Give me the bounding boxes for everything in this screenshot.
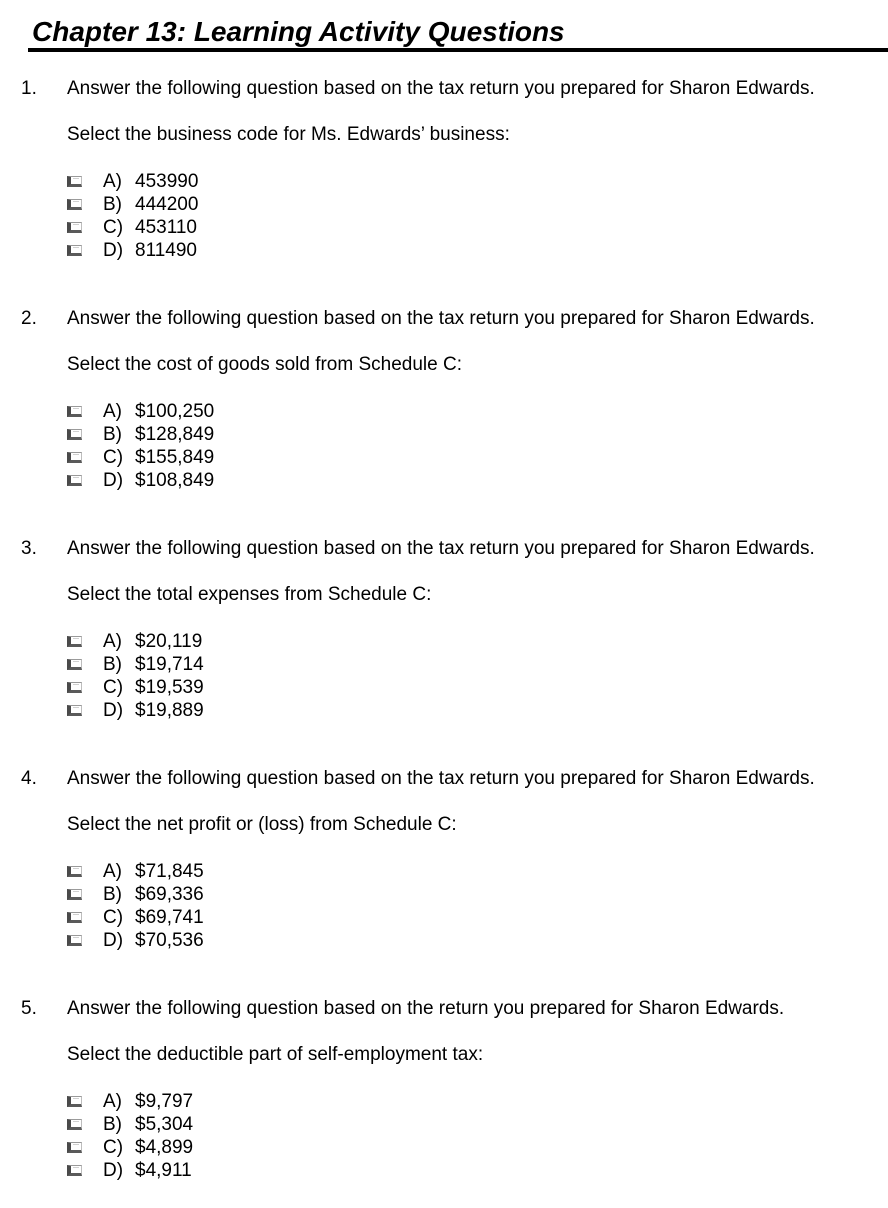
checkbox[interactable] — [67, 682, 82, 693]
page-title: Chapter 13: Learning Activity Questions — [32, 16, 565, 47]
choice-value: $4,911 — [135, 1160, 192, 1181]
checkbox[interactable] — [67, 429, 82, 440]
question-intro: Answer the following question based on the tax return you prepared for Sharon Edwards. — [67, 768, 815, 789]
checkbox[interactable] — [67, 935, 82, 946]
question-intro: Answer the following question based on the tax return you prepared for Sharon Edwards. — [67, 78, 815, 99]
choice-value: $155,849 — [135, 447, 215, 468]
choice-value: $5,304 — [135, 1114, 194, 1135]
choice-letter: A) — [103, 631, 122, 652]
question-intro: Answer the following question based on the return you prepared for Sharon Edwards. — [67, 998, 785, 1019]
choice-value: $70,536 — [135, 930, 204, 951]
page-header — [0, 0, 888, 54]
question-intro: Answer the following question based on the tax return you prepared for Sharon Edwards. — [67, 538, 815, 559]
choice-value: $9,797 — [135, 1091, 194, 1112]
question-3 — [0, 538, 888, 748]
checkbox[interactable] — [67, 1142, 82, 1153]
choice-letter: B) — [103, 884, 122, 905]
choice-letter: D) — [103, 700, 124, 721]
checkbox[interactable] — [67, 475, 82, 486]
choice-value: $100,250 — [135, 401, 215, 422]
checkbox[interactable] — [67, 1119, 82, 1130]
choice-letter: D) — [103, 470, 124, 491]
choice-letter: A) — [103, 171, 122, 192]
question-prompt: Select the net profit or (loss) from Schedule C: — [67, 814, 457, 835]
choice-value: $19,889 — [135, 700, 204, 721]
checkbox[interactable] — [67, 222, 82, 233]
question-prompt: Select the deductible part of self-employment tax: — [67, 1044, 484, 1065]
question-prompt: Select the total expenses from Schedule C: — [67, 584, 432, 605]
checkbox[interactable] — [67, 636, 82, 647]
choice-value: $128,849 — [135, 424, 215, 445]
checkbox[interactable] — [67, 176, 82, 187]
checkbox[interactable] — [67, 889, 82, 900]
choice-value: $71,845 — [135, 861, 204, 882]
checkbox[interactable] — [67, 866, 82, 877]
question-number: 1. — [21, 78, 37, 99]
question-intro: Answer the following question based on the tax return you prepared for Sharon Edwards. — [67, 308, 815, 329]
choice-letter: D) — [103, 1160, 124, 1181]
choice-letter: A) — [103, 1091, 122, 1112]
checkbox[interactable] — [67, 1165, 82, 1176]
checkbox[interactable] — [67, 199, 82, 210]
question-prompt: Select the business code for Ms. Edwards’ business: — [67, 124, 510, 145]
checkbox[interactable] — [67, 659, 82, 670]
checkbox[interactable] — [67, 406, 82, 417]
choice-letter: C) — [103, 217, 124, 238]
choice-value: $19,714 — [135, 654, 204, 675]
choice-letter: B) — [103, 654, 122, 675]
choice-value: 444200 — [135, 194, 199, 215]
choice-value: $69,741 — [135, 907, 204, 928]
choice-value: $20,119 — [135, 631, 203, 652]
choice-letter: A) — [103, 861, 122, 882]
choice-letter: A) — [103, 401, 122, 422]
checkbox[interactable] — [67, 245, 82, 256]
question-4 — [0, 768, 888, 978]
choice-letter: D) — [103, 930, 124, 951]
choice-letter: C) — [103, 447, 124, 468]
checkbox[interactable] — [67, 1096, 82, 1107]
choice-value: 811490 — [135, 240, 197, 261]
choice-value: $108,849 — [135, 470, 215, 491]
choice-letter: C) — [103, 1137, 124, 1158]
title-underline — [28, 48, 888, 52]
choice-value: $19,539 — [135, 677, 204, 698]
choice-letter: B) — [103, 424, 122, 445]
choice-letter: B) — [103, 1114, 122, 1135]
question-number: 3. — [21, 538, 37, 559]
question-2 — [0, 308, 888, 518]
choice-value: $69,336 — [135, 884, 204, 905]
choice-value: 453990 — [135, 171, 199, 192]
choice-letter: D) — [103, 240, 124, 261]
question-prompt: Select the cost of goods sold from Schedule C: — [67, 354, 462, 375]
choice-letter: C) — [103, 677, 124, 698]
question-1 — [0, 78, 888, 288]
checkbox[interactable] — [67, 452, 82, 463]
choice-letter: B) — [103, 194, 122, 215]
checkbox[interactable] — [67, 912, 82, 923]
choice-value: $4,899 — [135, 1137, 194, 1158]
question-number: 5. — [21, 998, 37, 1019]
question-number: 4. — [21, 768, 37, 789]
choice-letter: C) — [103, 907, 124, 928]
question-number: 2. — [21, 308, 37, 329]
choice-value: 453110 — [135, 217, 197, 238]
question-5 — [0, 998, 888, 1208]
checkbox[interactable] — [67, 705, 82, 716]
